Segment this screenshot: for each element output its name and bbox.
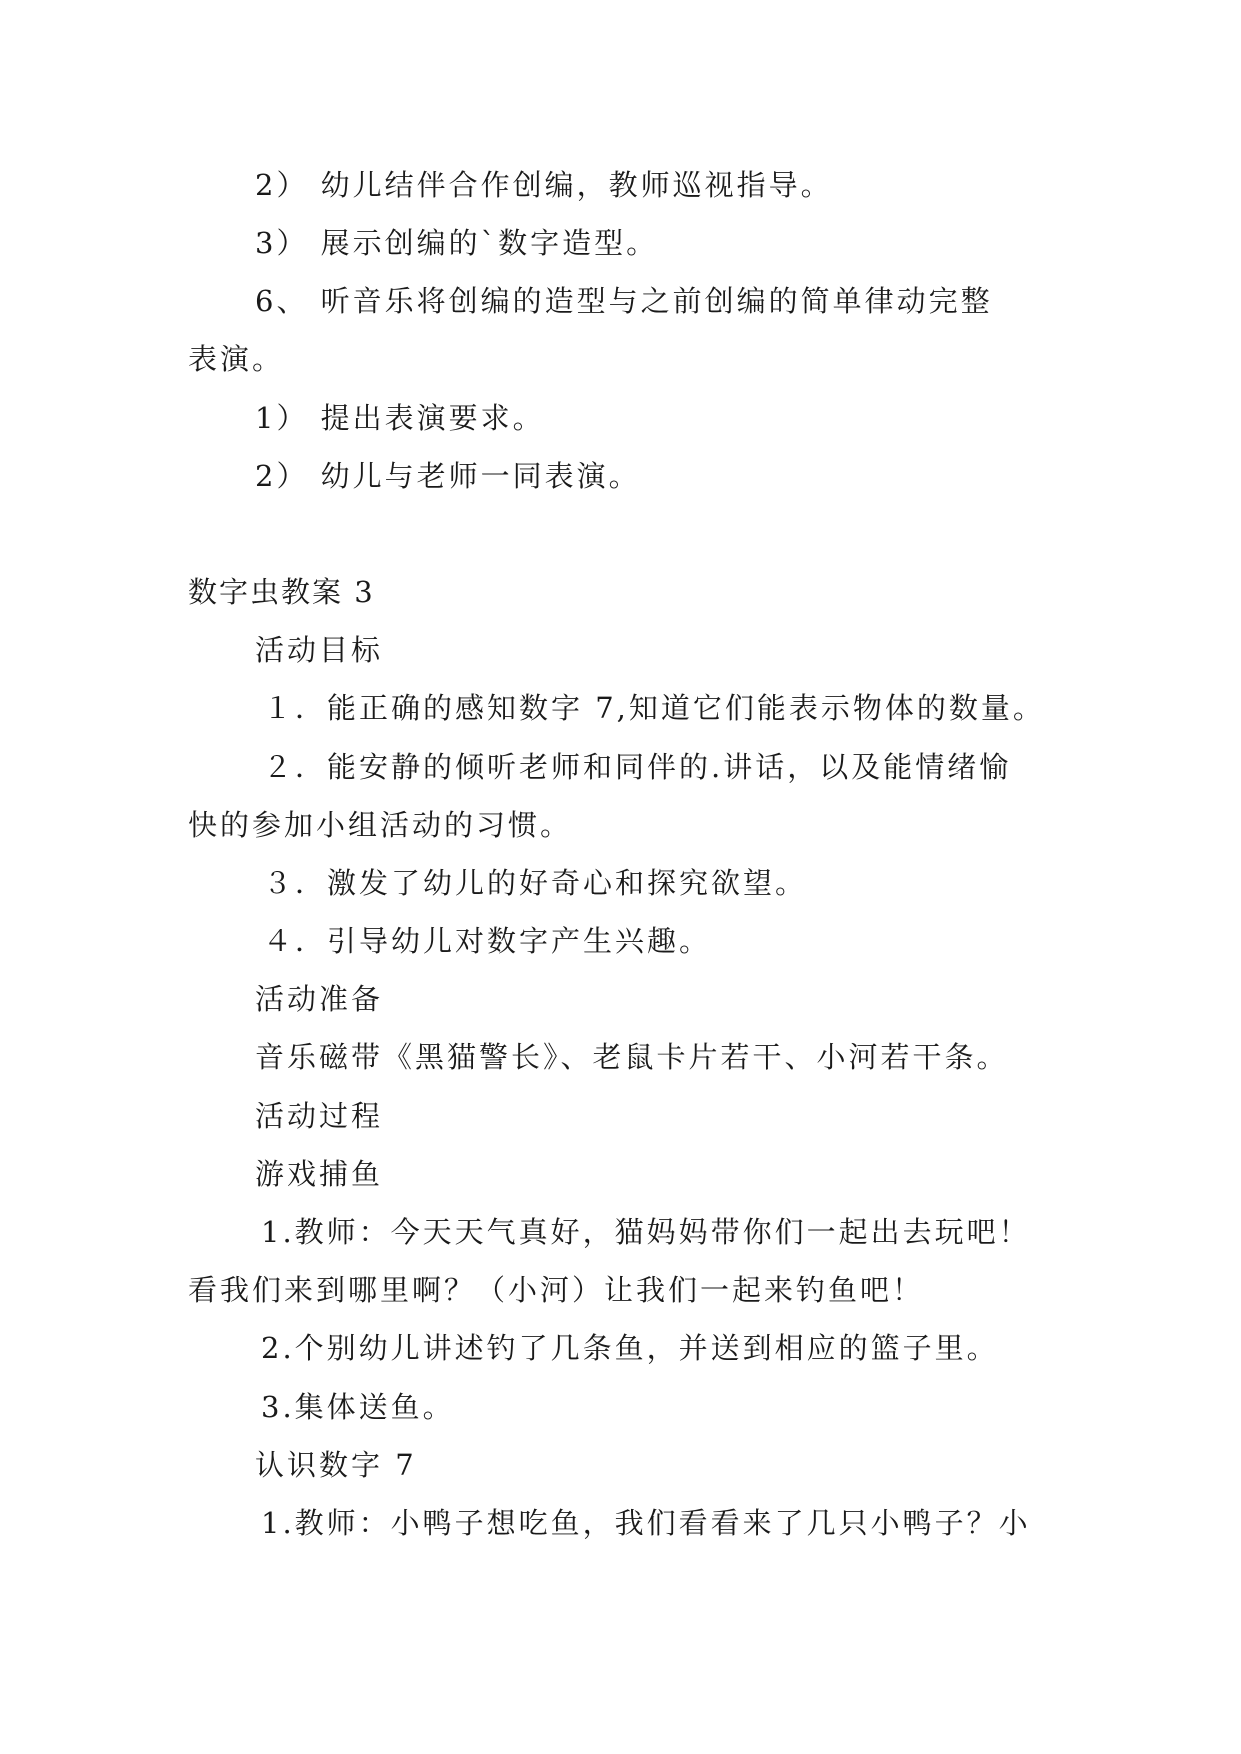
goal-4: ４．引导幼儿对数字产生兴趣。 xyxy=(263,924,712,958)
goals-heading: 活动目标 xyxy=(255,633,384,667)
step-6-continuation: 表演。 xyxy=(188,342,285,376)
game-step-2: 2.个别幼儿讲述钓了几条鱼，并送到相应的篮子里。 xyxy=(261,1331,999,1365)
step-3-line: 3） 展示创编的`数字造型。 xyxy=(255,226,659,260)
prep-heading: 活动准备 xyxy=(255,982,384,1016)
prep-materials: 音乐磁带《黑猫警长》、老鼠卡片若干、小河若干条。 xyxy=(255,1040,1009,1074)
goal-2: ２．能安静的倾听老师和同伴的.讲话，以及能情绪愉 xyxy=(263,750,1012,784)
process-heading: 活动过程 xyxy=(255,1099,384,1133)
game-step-3: 3.集体送鱼。 xyxy=(261,1390,455,1424)
number-heading: 认识数字 7 xyxy=(255,1448,417,1482)
step-6-line: 6、 听音乐将创编的造型与之前创编的简单律动完整 xyxy=(255,284,993,318)
game-step-1: 1.教师：今天天气真好，猫妈妈带你们一起出去玩吧！ xyxy=(261,1215,1031,1249)
goal-1: １．能正确的感知数字 7,知道它们能表示物体的数量。 xyxy=(263,691,1045,725)
goal-2-continuation: 快的参加小组活动的习惯。 xyxy=(188,808,573,842)
number-step-1: 1.教师：小鸭子想吃鱼，我们看看来了几只小鸭子？小 xyxy=(261,1506,1031,1540)
game-step-1-continuation: 看我们来到哪里啊？（小河）让我们一起来钓鱼吧！ xyxy=(188,1273,925,1307)
substep-1-line: 1） 提出表演要求。 xyxy=(255,401,545,435)
substep-2-line: 2） 幼儿与老师一同表演。 xyxy=(255,459,641,493)
step-2-line: 2） 幼儿结伴合作创编，教师巡视指导。 xyxy=(255,168,833,202)
section-title: 数字虫教案 3 xyxy=(188,575,375,609)
goal-3: ３．激发了幼儿的好奇心和探究欲望。 xyxy=(263,866,808,900)
game-heading: 游戏捕鱼 xyxy=(255,1157,384,1191)
